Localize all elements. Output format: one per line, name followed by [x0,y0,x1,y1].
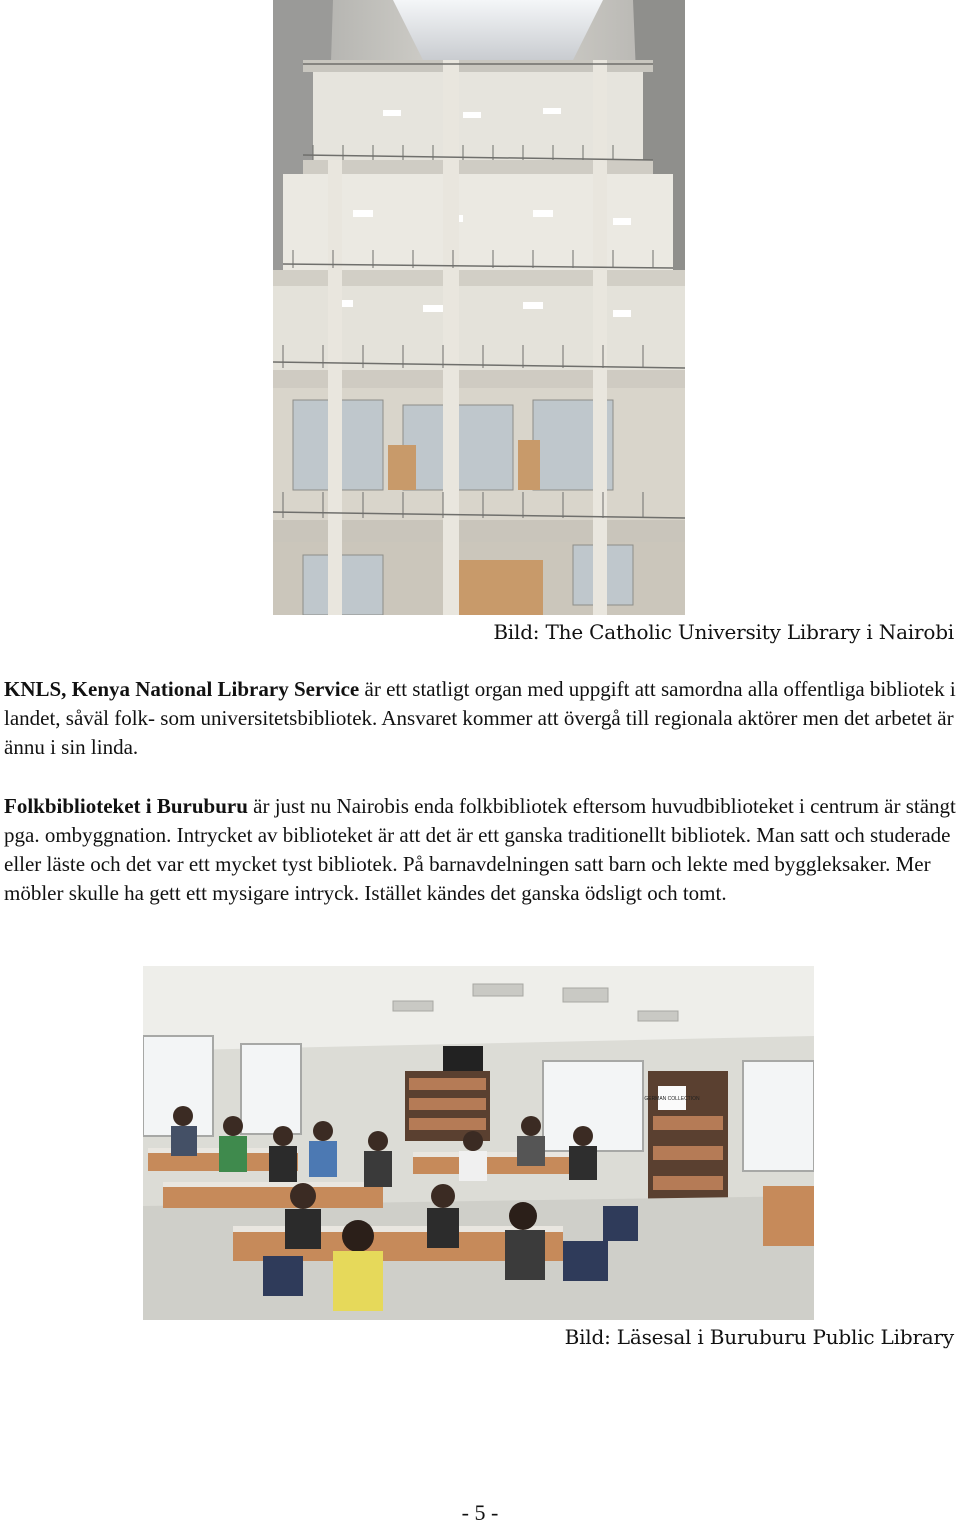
photo-caption: Bild: Läsesal i Buruburu Public Library [564,1325,954,1349]
library-atrium-photo [273,0,685,615]
page-number: - 5 - [461,1500,499,1525]
paragraph-buruburu [4,792,959,908]
photo-caption: Bild: The Catholic University Library i Nairobi [493,620,954,644]
paragraph-knls-lead: KNLS, Kenya National Library Service [4,677,360,701]
reading-room-photo [143,966,814,1320]
paragraph-buruburu-lead: Folkbiblioteket i Buruburu [4,794,248,818]
shelf-sign: GERMAN COLLECTION [644,1096,700,1102]
paragraph-knls [4,675,959,762]
paragraph-buruburu-text: är just nu Nairobis enda folkbibliotek eftersom huvudbiblioteket i centrum är stängt pga. ombyggnation. Intrycket av biblioteket är att det är ett ganska traditionellt bibliotek. Man satt och studerade eller läste och det var ett mycket tyst bibliotek. På barnavdelningen satt barn och lekte med byggleksaker. Mer möbler skulle ha gett ett mysigare intryck. Istället kändes det ganska ödsligt och tomt. [4,794,956,905]
paragraph-knls-text: är ett statligt organ med uppgift att samordna alla offentliga bibliotek i landet, såväl folk- som universitetsbibliotek. Ansvaret kommer att övergå till regionala aktörer men det arbetet är ännu i sin linda. [4,677,956,759]
